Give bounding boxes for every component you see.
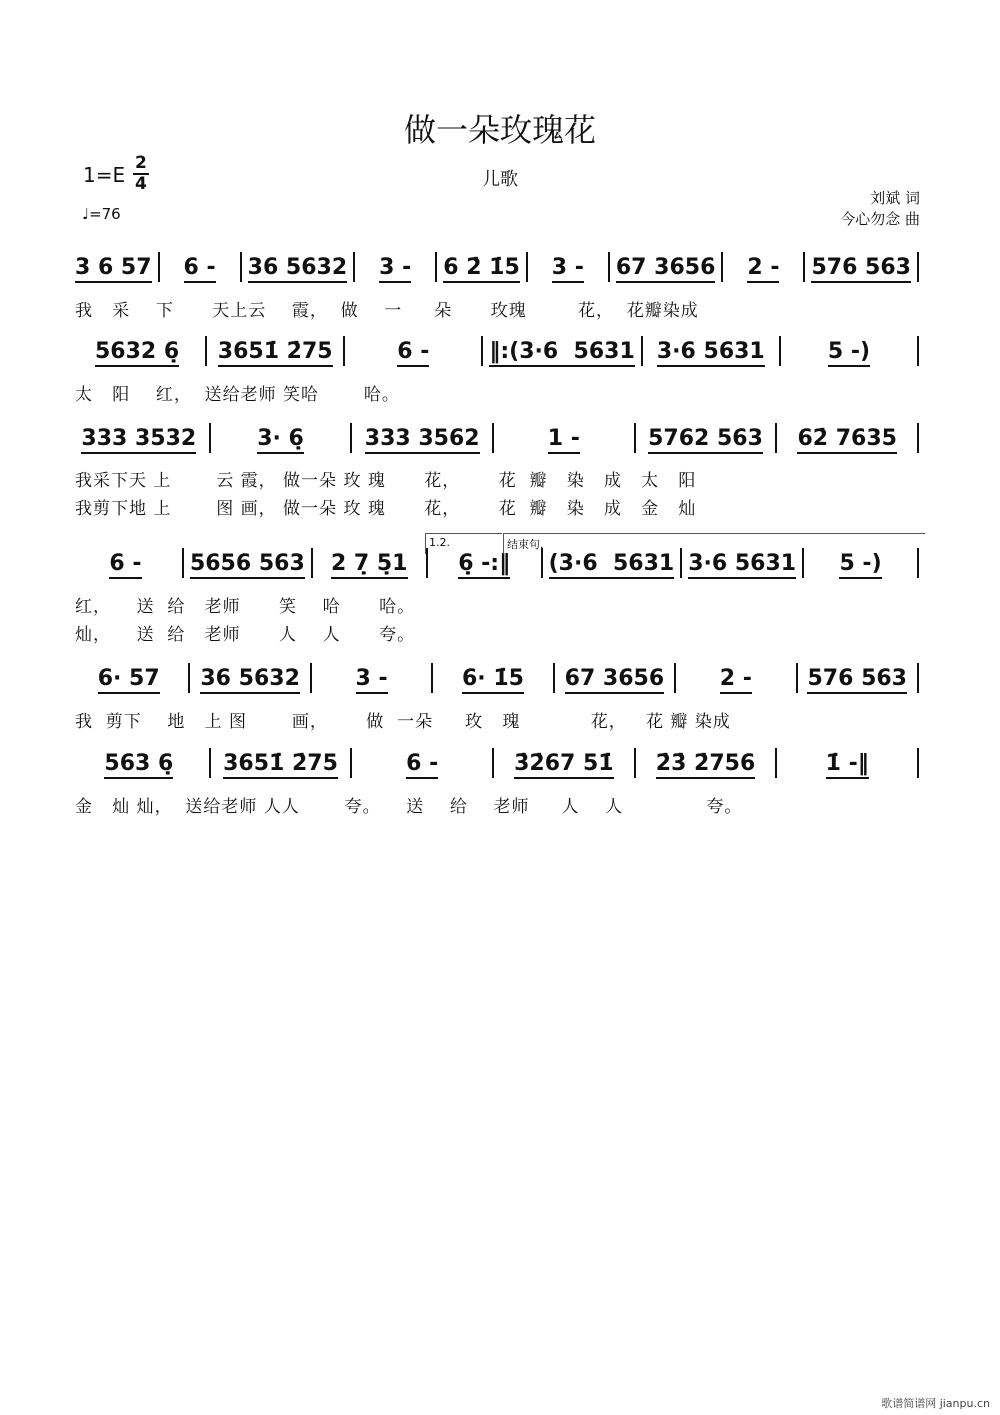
notes: 2 - [747,255,779,283]
notes: 6 - [109,551,141,579]
bar-line [209,423,211,453]
measure [561,666,668,691]
bar-line [641,336,643,366]
measure [489,339,634,364]
bar-line [775,423,777,453]
measure [217,426,345,451]
notes: 5 -) [839,551,881,579]
staff-line [75,423,925,453]
measure [682,666,789,691]
staff-line [75,748,925,778]
staff-line [75,252,925,282]
measure [248,255,348,280]
measure [196,666,303,691]
bar-line [634,423,636,453]
measure [75,339,199,364]
bar-line [803,252,805,282]
measure [811,255,911,280]
notes: 3 - [356,666,388,694]
time-bottom: 4 [135,174,147,194]
notes: 5 -) [828,339,870,367]
notes: 1 - [548,426,580,454]
measure [75,666,182,691]
time-top: 2 [135,153,147,173]
notes: 5632 6̣ [95,339,179,367]
notes: 36 5632 [248,255,348,283]
measure [783,426,911,451]
bar-line [917,252,919,282]
lyric-line: 我 采 下 天上云 霞， 做 一 朵 玫瑰 花， 花瓣染成 [75,301,699,321]
notes: 5762 563 [648,426,763,454]
bar-line [350,748,352,778]
notes: 6 2̇ 1̇5 [443,255,520,283]
bar-line [158,252,160,282]
measure [358,426,486,451]
notes: 333 3532 [81,426,196,454]
key-signature: 1=E [83,163,126,187]
measure [642,426,770,451]
bar-line [431,663,433,693]
bar-line [492,748,494,778]
bar-line [205,336,207,366]
lyric-line: 太 阳 红， 送给老师 笑哈 哈。 [75,385,400,405]
bar-line [182,548,184,578]
bar-line [435,252,437,282]
bar-line [553,663,555,693]
measure [783,751,911,776]
bar-line [350,423,352,453]
measure [688,551,796,576]
notes: (3·6 5631 [549,551,675,579]
measure [318,666,425,691]
measure [75,751,203,776]
measure [351,339,475,364]
song-title: 做一朵玫瑰花 [403,111,596,149]
bar-line [240,252,242,282]
measure [319,551,420,576]
volta-1: 1.2. [425,533,502,554]
volta-ending: 结束句. [503,533,925,554]
measure [549,551,675,576]
notes: ‖:(3·6 5631 [489,339,634,367]
bar-line [917,663,919,693]
measure [500,426,628,451]
bar-line [492,423,494,453]
measure [787,339,911,364]
notes: 6 - [184,255,216,283]
lyric-line: 我剪下地 上 图 画， 做一朵 玫 瑰 花， 花 瓣 染 成 金 灿 [75,499,697,519]
bar-line [634,748,636,778]
notes: 3·6 5631 [688,551,796,579]
measure [729,255,797,280]
notes: 563 6̣ [104,751,173,779]
subtitle: 儿歌 [482,169,518,190]
measure [649,339,773,364]
notes: 6 - [397,339,429,367]
measure [810,551,911,576]
measure [443,255,520,280]
bar-line [188,663,190,693]
notes: 3·6 5631 [657,339,765,367]
lyric-line: 我 剪下 地 上 图 画， 做 一朵 玫 瑰 花， 花 瓣 染成 [75,712,731,732]
notes: 6· 57 [98,666,160,694]
notes: 67 3656 [616,255,716,283]
staff-line [75,663,925,693]
lyricist: 刘斌 词 [870,189,920,207]
notes: 333 3562 [365,426,480,454]
notes: 576 563 [807,666,907,694]
measure [213,339,337,364]
measure [500,751,628,776]
notes: 3 - [552,255,584,283]
notes: 3· 6̣ [257,426,304,454]
measure [439,666,546,691]
measure [75,551,176,576]
watermark: 歌谱简谱网 jianpu.cn [881,1397,990,1410]
staff-line [75,336,925,366]
notes: 576 563 [811,255,911,283]
notes: 2 7̣ 5̣1 [331,551,408,579]
bar-line [343,336,345,366]
measure [616,255,716,280]
measure [434,551,535,576]
measure [642,751,770,776]
measure [190,551,305,576]
lyric-line: 红， 送 给 老师 笑 哈 哈。 [75,597,416,617]
bar-line [311,548,313,578]
bar-line [608,252,610,282]
notes: 5656 563 [190,551,305,579]
lyric-line: 金 灿 灿， 送给老师 人人 夸。 送 给 老师 人 人 夸。 [75,797,743,817]
tempo-marking: ♩=76 [82,205,121,223]
bar-line [481,336,483,366]
measure [217,751,345,776]
notes: 6 - [406,751,438,779]
bar-line [310,663,312,693]
bar-line [917,748,919,778]
notes: 6̣ -:‖ [458,551,510,579]
bar-line [779,336,781,366]
notes: 3651̇ 2̇75 [223,751,338,779]
notes: 3651̇ 2̇75 [218,339,333,367]
bar-line [526,252,528,282]
bar-line [209,748,211,778]
notes: 3 - [379,255,411,283]
notes: 1̇ -‖ [826,751,869,779]
notes: 2̇3̇ 2̇756 [656,751,756,779]
notes: 3̇2̇67 51̇ [514,751,614,779]
lyric-line: 我采下天 上 云 霞， 做一朵 玫 瑰 花， 花 瓣 染 成 太 阳 [75,471,697,491]
bar-line [674,663,676,693]
composer: 今心勿念 曲 [840,210,920,228]
measure [361,255,429,280]
measure [166,255,234,280]
bar-line [917,336,919,366]
notes: 6· 1̇5 [462,666,524,694]
bar-line [353,252,355,282]
measure [804,666,911,691]
measure [534,255,602,280]
measure [358,751,486,776]
notes: 3 6 57 [75,255,152,283]
bar-line [775,748,777,778]
notes: 36 5632 [200,666,300,694]
notes: 62̇ 7635 [797,426,897,454]
notes: 67 3656 [565,666,665,694]
measure [75,255,152,280]
lyric-line: 灿， 送 给 老师 人 人 夸。 [75,625,416,645]
bar-line [796,663,798,693]
measure [75,426,203,451]
bar-line [917,423,919,453]
notes: 2 - [720,666,752,694]
bar-line [721,252,723,282]
